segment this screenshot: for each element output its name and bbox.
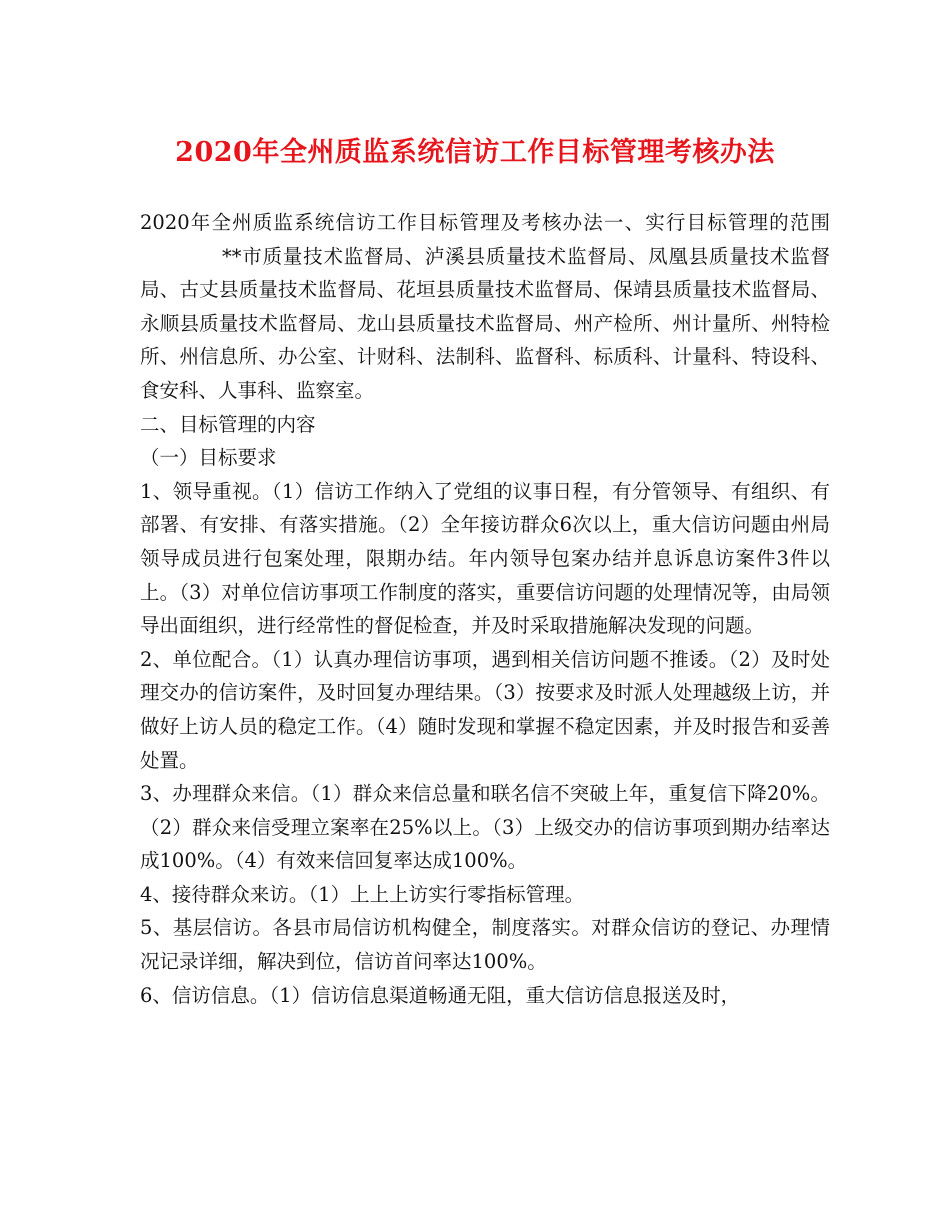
paragraph-cooperation: 2、单位配合。（1）认真办理信访事项，遇到相关信访问题不推诿。（2）及时处理交办的信访案件，及时回复办理结果。（3）按要求及时派人处理越级上访，并做好上访人员的稳定工作。（4）随时发现和掌握不稳定因素，并及时报告和妥善处置。 (140, 647, 830, 772)
subsection-heading: （一）目标要求 (140, 446, 277, 470)
paragraph-leadership: 1、领导重视。（1）信访工作纳入了党组的议事日程，有分管领导、有组织、有部署、有安排、有落实措施。（2）全年接访群众6次以上，重大信访问题由州局领导成员进行包案处理，限期办结。年内领导包案办结并息诉息访案件3件以上。（3）对单位信访事项工作制度的落实，重要信访问题的处理情况等，由局领导出面组织，进行经常性的督促检查，并及时采取措施解决发现的问题。 (140, 479, 830, 638)
paragraph-visits: 4、接待群众来访。（1）上上上访实行零指标管理。 (140, 882, 585, 906)
section-heading: 二、目标管理的内容 (140, 412, 316, 436)
paragraph-information: 6、信访信息。（1）信访信息渠道畅通无阻，重大信访信息报送及时， (140, 983, 741, 1007)
intro-heading-text: 2020年全州质监系统信访工作目标管理及考核办法一、实行目标管理的范围 (140, 211, 830, 234)
intro-paragraph (140, 206, 830, 408)
intro-scope-text: **市质量技术监督局、泸溪县质量技术监督局、凤凰县质量技术监督局、古丈县质量技术监督局、花垣县质量技术监督局、保靖县质量技术监督局、永顺县质量技术监督局、龙山县质量技术监督局、州产检所、州计量所、州特检所、州信息所、办公室、计财科、法制科、监督科、标质科、计量科、特设科、食安科、人事科、监察室。 (140, 244, 830, 402)
document-title: 2020年全州质监系统信访工作目标管理考核办法 (175, 137, 775, 168)
paragraph-letters: 3、办理群众来信。（1）群众来信总量和联名信不突破上年，重复信下降20%。（2）群众来信受理立案率在25%以上。（3）上级交办的信访事项到期办结率达成100%。（4）有效来信回复率达成100%。 (140, 782, 830, 873)
document-body (140, 206, 830, 1012)
paragraph-grassroots: 5、基层信访。各县市局信访机构健全，制度落实。对群众信访的登记、办理情况记录详细，解决到位，信访首问率达100%。 (140, 916, 830, 974)
